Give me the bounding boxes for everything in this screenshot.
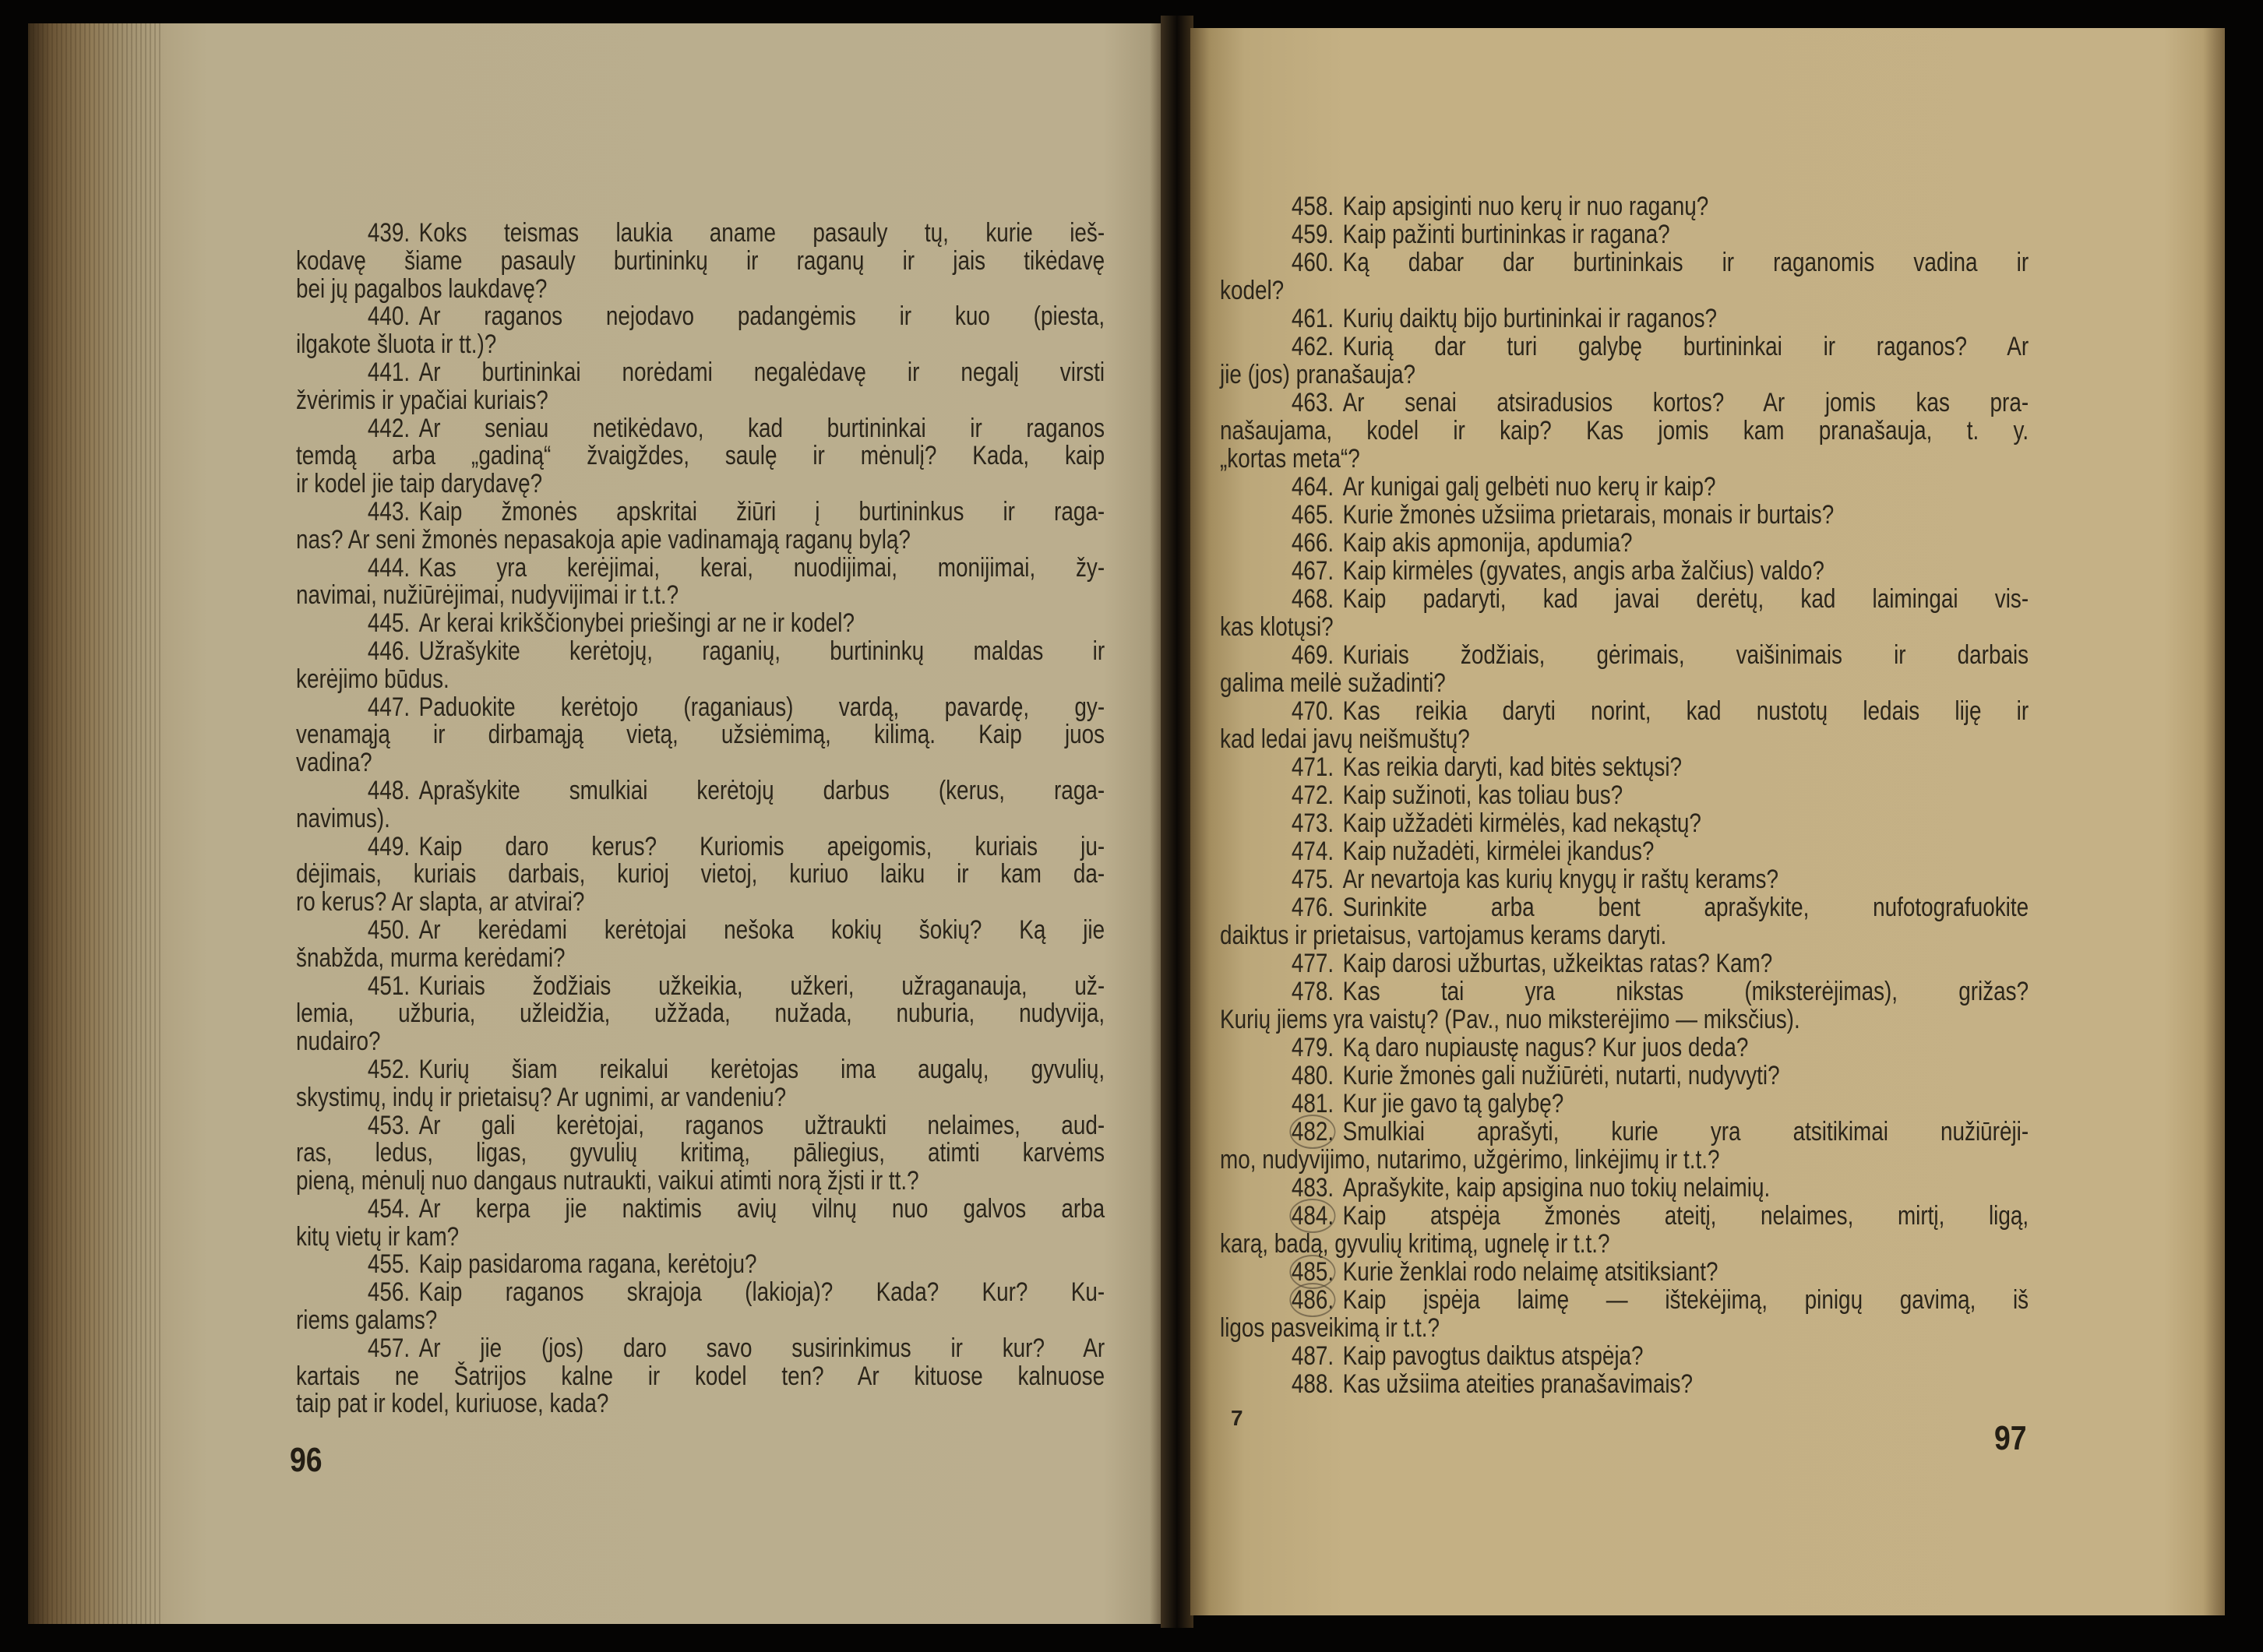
question-item bbox=[1220, 1342, 2029, 1370]
question-line bbox=[1220, 1174, 2029, 1202]
right-page-questions bbox=[1220, 192, 2029, 1398]
question-line bbox=[296, 638, 1105, 666]
question-item bbox=[296, 610, 1105, 638]
question-line bbox=[1220, 1370, 2029, 1398]
question-item bbox=[1220, 1286, 2029, 1342]
question-text: Kaip nužadėti, kirmėlei įkandus? bbox=[1342, 837, 1655, 866]
question-number: 450. bbox=[367, 914, 411, 945]
question-text: Kas tai yra nikstas (miksterėjimas), grižas? bbox=[1342, 977, 2029, 1006]
question-item bbox=[296, 1251, 1105, 1279]
question-text: Kaip sužinoti, kas toliau bus? bbox=[1342, 780, 1623, 810]
question-line bbox=[296, 1056, 1105, 1084]
question-item bbox=[296, 694, 1105, 777]
question-number: 452. bbox=[367, 1054, 411, 1084]
question-line bbox=[296, 498, 1105, 527]
question-item bbox=[296, 498, 1105, 555]
question-text: Kas reikia daryti norint, kad nustotų ledais liję ir bbox=[1342, 696, 2029, 726]
question-text: lemia, užburia, užleidžia, užžada, nužada, nuburia, nudyvija, bbox=[296, 999, 1105, 1029]
question-number: 460. bbox=[1291, 248, 1334, 277]
question-number: 455. bbox=[367, 1249, 411, 1280]
left-page-number: 96 bbox=[290, 1441, 323, 1479]
question-number: 440. bbox=[367, 301, 411, 332]
question-line bbox=[296, 1139, 1105, 1168]
question-line bbox=[1220, 277, 2029, 305]
question-line bbox=[1220, 1006, 2029, 1034]
question-text: Kaip žmonės apskritai žiūri į burtininkus ir raga- bbox=[418, 496, 1105, 527]
question-number: 449. bbox=[367, 831, 411, 861]
question-text: Ar senai atsiradusios kortos? Ar jomis kas pra- bbox=[1342, 388, 2029, 417]
question-item bbox=[1220, 641, 2029, 697]
question-item bbox=[1220, 1174, 2029, 1202]
question-text: Kurių šiam reikalui kerėtojas ima augalų, gyvulių, bbox=[418, 1054, 1105, 1084]
question-number: 448. bbox=[367, 775, 411, 805]
question-number: 481. bbox=[1291, 1089, 1334, 1118]
question-line bbox=[296, 721, 1105, 749]
question-line bbox=[296, 1168, 1105, 1196]
question-number: 468. bbox=[1291, 584, 1334, 614]
question-line bbox=[1220, 529, 2029, 557]
question-line bbox=[1220, 445, 2029, 473]
question-text: galima meilė sužadinti? bbox=[1220, 668, 1446, 698]
question-line bbox=[1220, 641, 2029, 669]
question-line bbox=[296, 1279, 1105, 1307]
question-item bbox=[1220, 697, 2029, 753]
question-text: ro kerus? Ar slapta, ar atvirai? bbox=[296, 887, 585, 918]
question-number: 462. bbox=[1291, 332, 1334, 361]
question-line bbox=[296, 777, 1105, 805]
page-edges bbox=[28, 23, 160, 1624]
question-text: riems galams? bbox=[296, 1305, 438, 1336]
question-text: Kaip kirmėles (gyvates, angis arba žalčius) valdo? bbox=[1342, 556, 1824, 586]
question-line bbox=[1220, 333, 2029, 361]
question-line bbox=[296, 1307, 1105, 1335]
question-item bbox=[296, 1193, 1105, 1252]
question-number: 451. bbox=[367, 970, 411, 1001]
question-number: 439. bbox=[367, 218, 411, 248]
question-item bbox=[1220, 1202, 2029, 1258]
question-text: Koks teismas laukia aname pasauly tų, kurie ieš- bbox=[418, 218, 1105, 248]
question-line bbox=[1220, 697, 2029, 725]
question-text: Kas yra kerėjimai, kerai, nuodijimai, monijimai, žy- bbox=[418, 552, 1105, 583]
question-text: Kaip atspėja žmonės ateitį, nelaimes, mirtį, ligą, bbox=[1342, 1201, 2029, 1231]
question-line bbox=[1220, 865, 2029, 893]
question-number: 461. bbox=[1291, 304, 1334, 333]
question-text: Ar nevartoja kas kurių knygų ir raštų kerams? bbox=[1342, 865, 1778, 894]
question-line bbox=[296, 582, 1105, 610]
question-text: Kurie ženklai rodo nelaimę atsitiksiant? bbox=[1342, 1257, 1718, 1287]
question-text: Kaip pažinti burtininkas ir ragana? bbox=[1342, 220, 1670, 249]
question-text: skystimų, indų ir prietaisų? Ar ugnimi, ar vandeniu? bbox=[296, 1082, 787, 1112]
question-number: 453. bbox=[367, 1110, 411, 1140]
question-number: 447. bbox=[367, 692, 411, 722]
question-number: 466. bbox=[1291, 528, 1334, 558]
question-text: Kaip užžadėti kirmėlės, kad nekąstų? bbox=[1342, 808, 1701, 838]
question-text: Kaip padaryti, kad javai derėtų, kad laimingai vis- bbox=[1342, 584, 2029, 614]
question-line bbox=[296, 1028, 1105, 1056]
question-text: Aprašykite, kaip apsigina nuo tokių nelaimių. bbox=[1342, 1173, 1771, 1203]
question-line bbox=[1220, 501, 2029, 529]
question-item bbox=[1220, 248, 2029, 305]
question-text: Kaip daro kerus? Kuriomis apeigomis, kuriais ju- bbox=[418, 831, 1105, 861]
question-text: bei jų pagalbos laukdavę? bbox=[296, 273, 548, 304]
question-line bbox=[1220, 1118, 2029, 1146]
question-text: Kuriais žodžiais užkeikia, užkeri, užraganauja, už- bbox=[418, 970, 1105, 1001]
question-line bbox=[1220, 753, 2029, 781]
question-number: 483. bbox=[1291, 1173, 1334, 1203]
question-text: Kur jie gavo tą galybę? bbox=[1342, 1089, 1564, 1118]
question-number: 469. bbox=[1291, 640, 1334, 670]
question-number: 477. bbox=[1291, 949, 1334, 978]
question-item bbox=[296, 303, 1105, 359]
question-text: kodavę šiame pasauly burtininkų ir raganų ir jais tikėdavę bbox=[296, 245, 1105, 276]
question-text: Surinkite arba bent aprašykite, nufotografuokite bbox=[1342, 893, 2029, 922]
question-line bbox=[1220, 361, 2029, 389]
question-line bbox=[1220, 613, 2029, 641]
question-line bbox=[296, 833, 1105, 861]
question-number: 472. bbox=[1291, 780, 1334, 810]
question-item bbox=[1220, 220, 2029, 248]
question-text: Kurie žmonės gali nužiūrėti, nutarti, nudyvyti? bbox=[1342, 1061, 1780, 1090]
question-text: temdą arba „gadiną“ žvaigždes, saulę ir mėnulį? Kada, kaip bbox=[296, 441, 1105, 471]
question-number: 488. bbox=[1291, 1369, 1334, 1399]
question-line bbox=[296, 1335, 1105, 1363]
question-item bbox=[1220, 893, 2029, 949]
question-text: Kaip pasidaroma ragana, kerėtoju? bbox=[418, 1249, 757, 1280]
question-text: venamąją ir dirbamąją vietą, užsiėmimą, kilimą. Kaip juos bbox=[296, 720, 1105, 750]
question-text: ligos pasveikimą ir t.t.? bbox=[1220, 1313, 1440, 1343]
question-item bbox=[296, 1056, 1105, 1112]
question-line bbox=[1220, 725, 2029, 753]
circled-question-number: 486. bbox=[1291, 1285, 1334, 1315]
question-line bbox=[296, 220, 1105, 248]
question-text: Ar kerpa jie naktimis avių vilnų nuo galvos arba bbox=[418, 1193, 1105, 1224]
question-line bbox=[296, 1363, 1105, 1391]
question-text: Ar kerėdami kerėtojai nešoka kokių šokių? Ką jie bbox=[418, 914, 1105, 945]
question-text: kartais ne Šatrijos kalne ir kodel ten? Ar kituose kalnuose bbox=[296, 1361, 1105, 1391]
question-line bbox=[1220, 949, 2029, 977]
question-text: Ar raganos nejodavo padangėmis ir kuo (piesta, bbox=[418, 301, 1105, 332]
question-line bbox=[296, 914, 1105, 945]
question-text: mo, nudyvijimo, nutarimo, užgėrimo, linkėjimų ir t.t.? bbox=[1220, 1145, 1720, 1175]
question-line bbox=[296, 331, 1105, 359]
question-text: Kurių daiktų bijo burtininkai ir raganos? bbox=[1342, 304, 1718, 333]
question-number: 476. bbox=[1291, 893, 1334, 922]
question-text: ras, ledus, ligas, gyvulių kritimą, pāliegius, atimti karvėms bbox=[296, 1138, 1105, 1168]
question-line bbox=[296, 1000, 1105, 1028]
question-item bbox=[1220, 977, 2029, 1034]
question-text: Kuriais žodžiais, gėrimais, vaišinimais ir darbais bbox=[1342, 640, 2029, 670]
question-line bbox=[1220, 893, 2029, 921]
right-page-number: 97 bbox=[1994, 1419, 2027, 1457]
question-text: Ką dabar dar burtininkais ir raganomis vadina ir bbox=[1342, 248, 2029, 277]
question-text: Kaip pavogtus daiktus atspėja? bbox=[1342, 1341, 1644, 1371]
question-number: 441. bbox=[367, 357, 411, 387]
question-item bbox=[296, 359, 1105, 415]
question-number: 474. bbox=[1291, 837, 1334, 866]
question-text: Užrašykite kerėtojų, raganių, burtininkų maldas ir bbox=[418, 636, 1105, 666]
question-number: 456. bbox=[367, 1277, 411, 1308]
question-item bbox=[296, 1112, 1105, 1196]
question-line bbox=[296, 889, 1105, 917]
question-line bbox=[296, 303, 1105, 331]
question-number: 442. bbox=[367, 413, 411, 443]
question-item bbox=[296, 1279, 1105, 1335]
question-item bbox=[296, 833, 1105, 917]
question-item bbox=[296, 1335, 1105, 1418]
question-text: Ar kunigai galį gelbėti nuo kerų ir kaip? bbox=[1342, 472, 1716, 502]
question-item bbox=[296, 552, 1105, 611]
question-line bbox=[296, 387, 1105, 415]
question-text: karą, badą, gyvulių kritimą, ugnelę ir t.t.? bbox=[1220, 1229, 1610, 1259]
question-item bbox=[1220, 1090, 2029, 1118]
question-text: Ar seniau netikėdavo, kad burtininkai ir raganos bbox=[418, 413, 1105, 443]
question-line bbox=[296, 666, 1105, 694]
question-item bbox=[1220, 865, 2029, 893]
question-text: kitų vietų ir kam? bbox=[296, 1221, 460, 1252]
question-text: kerėjimo būdus. bbox=[296, 664, 449, 694]
question-text: žvėrimis ir ypačiai kuriais? bbox=[296, 385, 548, 415]
question-number: 473. bbox=[1291, 808, 1334, 838]
question-item bbox=[1220, 557, 2029, 585]
question-item bbox=[1220, 781, 2029, 809]
question-text: Kaip apsiginti nuo kerų ir nuo raganų? bbox=[1342, 192, 1709, 221]
question-text: ir kodel jie taip darydavę? bbox=[296, 469, 543, 499]
question-item bbox=[1220, 389, 2029, 473]
question-line bbox=[296, 245, 1105, 276]
signature-mark: 7 bbox=[1231, 1406, 1243, 1430]
question-number: 454. bbox=[367, 1193, 411, 1224]
question-line bbox=[1220, 557, 2029, 585]
question-number: 443. bbox=[367, 496, 411, 527]
question-line bbox=[296, 805, 1105, 833]
question-text: nas? Ar seni žmonės nepasakoja apie vadinamąją raganų bylą? bbox=[296, 524, 911, 555]
question-line bbox=[296, 1193, 1105, 1224]
left-page-questions bbox=[296, 220, 1105, 1418]
question-text: Smulkiai aprašyti, kurie yra atsitikimai nužiūrėji- bbox=[1342, 1117, 2029, 1147]
question-item bbox=[1220, 949, 2029, 977]
question-text: daiktus ir prietaisus, vartojamus kerams daryti. bbox=[1220, 921, 1667, 950]
question-text: Kurie žmonės užsiima prietarais, monais ir burtais? bbox=[1342, 500, 1835, 530]
question-line bbox=[1220, 1062, 2029, 1090]
question-item bbox=[1220, 837, 2029, 865]
question-number: 445. bbox=[367, 608, 411, 639]
question-line bbox=[1220, 781, 2029, 809]
question-number: 470. bbox=[1291, 696, 1334, 726]
question-number: 446. bbox=[367, 636, 411, 666]
question-item bbox=[296, 970, 1105, 1057]
question-text: Kaip darosi užburtas, užkeiktas ratas? Kam? bbox=[1342, 949, 1773, 978]
question-text: vadina? bbox=[296, 748, 372, 778]
question-line bbox=[1220, 192, 2029, 220]
question-item bbox=[296, 777, 1105, 833]
question-item bbox=[1220, 501, 2029, 529]
question-text: „kortas meta“? bbox=[1220, 444, 1360, 474]
question-line bbox=[1220, 389, 2029, 417]
question-line bbox=[1220, 1034, 2029, 1062]
question-number: 465. bbox=[1291, 500, 1334, 530]
circled-question-number: 484. bbox=[1291, 1201, 1334, 1231]
question-line bbox=[1220, 837, 2029, 865]
question-line bbox=[296, 1390, 1105, 1418]
question-line bbox=[1220, 1286, 2029, 1314]
question-line bbox=[296, 470, 1105, 498]
question-item bbox=[296, 415, 1105, 498]
question-item bbox=[1220, 585, 2029, 641]
question-item bbox=[1220, 305, 2029, 333]
question-line bbox=[296, 861, 1105, 889]
question-line bbox=[296, 415, 1105, 443]
question-text: Aprašykite smulkiai kerėtojų darbus (kerus, raga- bbox=[418, 775, 1105, 805]
question-number: 478. bbox=[1291, 977, 1334, 1006]
question-item bbox=[1220, 473, 2029, 501]
question-line bbox=[296, 552, 1105, 583]
question-item bbox=[1220, 1258, 2029, 1286]
question-line bbox=[296, 1221, 1105, 1252]
question-number: 480. bbox=[1291, 1061, 1334, 1090]
question-line bbox=[1220, 220, 2029, 248]
question-text: Kas reikia daryti, kad bitės sektųsi? bbox=[1342, 752, 1683, 782]
question-line bbox=[296, 524, 1105, 555]
question-number: 487. bbox=[1291, 1341, 1334, 1371]
question-line bbox=[296, 442, 1105, 470]
question-number: 467. bbox=[1291, 556, 1334, 586]
question-text: kad ledai javų neišmuštų? bbox=[1220, 724, 1470, 754]
question-text: nudairo? bbox=[296, 1027, 381, 1057]
question-item bbox=[1220, 1062, 2029, 1090]
question-number: 464. bbox=[1291, 472, 1334, 502]
question-text: Kaip raganos skrajoja (lakioja)? Kada? Kur? Ku- bbox=[418, 1277, 1105, 1308]
question-text: Kaip akis apmonija, apdumia? bbox=[1342, 528, 1633, 558]
question-line bbox=[1220, 921, 2029, 949]
question-line bbox=[296, 942, 1105, 973]
question-text: Ar jie (jos) daro savo susirinkimus ir kur? Ar bbox=[418, 1333, 1105, 1363]
question-line bbox=[1220, 1314, 2029, 1342]
question-item bbox=[296, 914, 1105, 973]
circled-question-number: 485. bbox=[1291, 1257, 1334, 1287]
question-item bbox=[1220, 1118, 2029, 1174]
question-text: kodel? bbox=[1220, 276, 1285, 305]
question-item bbox=[1220, 809, 2029, 837]
question-text: Kurią dar turi galybę burtininkai ir raganos? Ar bbox=[1342, 332, 2029, 361]
question-item bbox=[1220, 753, 2029, 781]
question-number: 444. bbox=[367, 552, 411, 583]
question-text: ilgakote šluota ir tt.)? bbox=[296, 329, 497, 360]
question-item bbox=[1220, 1370, 2029, 1398]
question-line bbox=[1220, 1342, 2029, 1370]
question-line bbox=[1220, 585, 2029, 613]
question-line bbox=[1220, 1146, 2029, 1174]
question-line bbox=[1220, 669, 2029, 697]
question-line bbox=[296, 273, 1105, 304]
question-line bbox=[296, 1112, 1105, 1140]
question-item bbox=[1220, 192, 2029, 220]
question-item bbox=[1220, 333, 2029, 389]
question-text: navimus). bbox=[296, 803, 390, 833]
question-text: pieną, mėnulį nuo dangaus nutraukti, vaikui atimti norą žįsti ir tt.? bbox=[296, 1166, 919, 1196]
question-line bbox=[1220, 305, 2029, 333]
question-item bbox=[1220, 1034, 2029, 1062]
question-line bbox=[1220, 809, 2029, 837]
question-text: Kaip įspėja laimę — ištekėjimą, pinigų gavimą, iš bbox=[1342, 1285, 2029, 1315]
question-text: Ar burtininkai norėdami negalėdavę ir negalį virsti bbox=[418, 357, 1105, 387]
question-text: Ką daro nupiaustę nagus? Kur juos deda? bbox=[1342, 1033, 1749, 1062]
question-number: 475. bbox=[1291, 865, 1334, 894]
question-item bbox=[296, 220, 1105, 303]
question-number: 458. bbox=[1291, 192, 1334, 221]
question-line bbox=[296, 1084, 1105, 1112]
book-gutter bbox=[1161, 16, 1193, 1628]
question-line bbox=[296, 694, 1105, 722]
question-line bbox=[296, 1251, 1105, 1279]
question-text: taip pat ir kodel, kuriuose, kada? bbox=[296, 1389, 609, 1419]
question-item bbox=[296, 638, 1105, 694]
question-line bbox=[1220, 1202, 2029, 1230]
question-line bbox=[1220, 417, 2029, 445]
question-number: 471. bbox=[1291, 752, 1334, 782]
question-line bbox=[296, 610, 1105, 638]
question-text: Ar gali kerėtojai, raganos užtraukti nelaimes, aud- bbox=[418, 1110, 1105, 1140]
question-text: navimai, nužiūrėjimai, nudyvijimai ir t.t.? bbox=[296, 580, 679, 611]
question-line bbox=[1220, 1230, 2029, 1258]
question-item bbox=[1220, 529, 2029, 557]
question-text: kas klotųsi? bbox=[1220, 612, 1334, 642]
question-line bbox=[296, 970, 1105, 1001]
question-number: 457. bbox=[367, 1333, 411, 1363]
question-text: Kurių jiems yra vaistų? (Pav., nuo miksterėjimo — miksčius). bbox=[1220, 1005, 1800, 1034]
question-number: 479. bbox=[1291, 1033, 1334, 1062]
question-line bbox=[1220, 1090, 2029, 1118]
question-line bbox=[1220, 977, 2029, 1006]
question-line bbox=[1220, 1258, 2029, 1286]
question-text: Paduokite kerėtojo (raganiaus) vardą, pavardę, gy- bbox=[418, 692, 1105, 722]
question-text: dėjimais, kuriais darbais, kurioj vietoj, kuriuo laiku ir kam da- bbox=[296, 859, 1105, 889]
question-text: Ar kerai krikščionybei priešingi ar ne ir kodel? bbox=[418, 608, 855, 639]
question-text: našaujama, kodel ir kaip? Kas jomis kam pranašauja, t. y. bbox=[1220, 416, 2029, 446]
question-line bbox=[1220, 473, 2029, 501]
question-text: jie (jos) pranašauja? bbox=[1220, 360, 1416, 389]
circled-question-number: 482. bbox=[1291, 1117, 1334, 1147]
question-line bbox=[296, 359, 1105, 387]
question-text: Kas užsiima ateities pranašavimais? bbox=[1342, 1369, 1693, 1399]
question-number: 463. bbox=[1291, 388, 1334, 417]
question-text: šnabžda, murma kerėdami? bbox=[296, 942, 566, 973]
question-line bbox=[1220, 248, 2029, 277]
question-line bbox=[296, 749, 1105, 777]
question-number: 459. bbox=[1291, 220, 1334, 249]
